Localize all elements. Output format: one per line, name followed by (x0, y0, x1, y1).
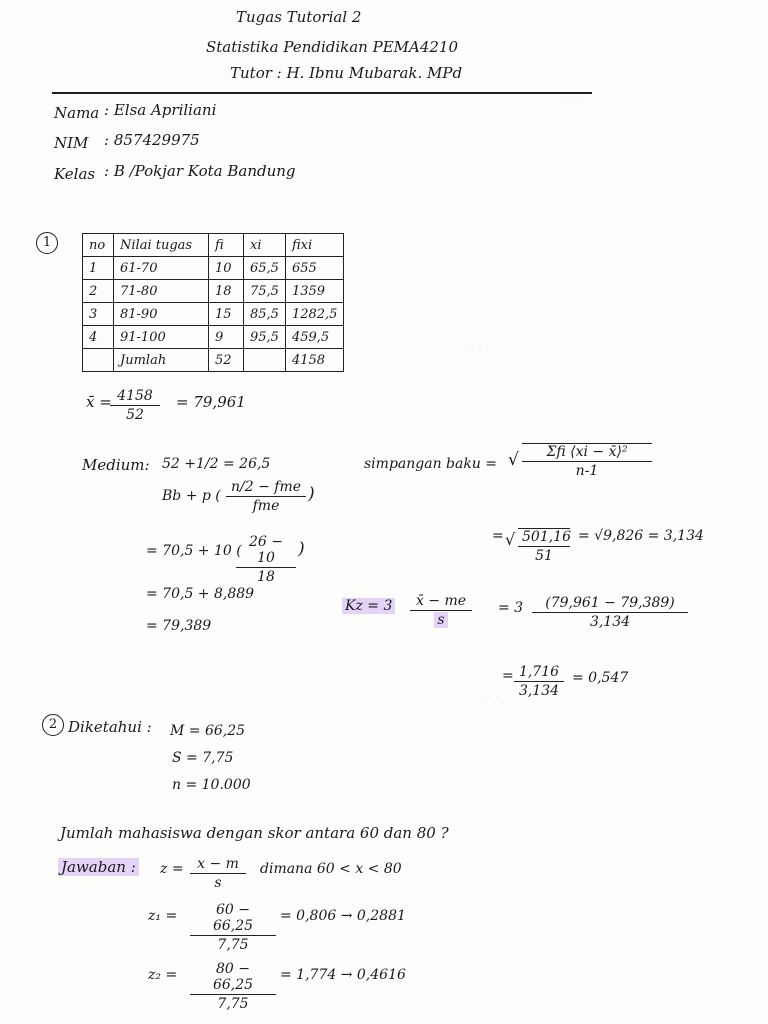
total-fixi: 4158 (285, 349, 344, 372)
std-dev-step-eq: = (492, 528, 504, 544)
cell-no: 4 (83, 326, 114, 349)
median-step-1-denominator: 18 (257, 569, 275, 585)
given-m: M = 66,25 (170, 723, 246, 739)
cell-nilai: 91-100 (114, 326, 209, 349)
column-header-fi: fi (209, 234, 244, 257)
table-header-row (83, 234, 344, 257)
median-step-1-fraction (236, 534, 296, 585)
z1-denominator: 7,75 (217, 937, 249, 953)
table-row (83, 326, 344, 349)
kz-result: = 0,547 (572, 670, 629, 686)
kz-eq: = (502, 668, 514, 684)
nama-label: Nama (54, 104, 100, 122)
z2-result: = 1,774 → 0,4616 (280, 967, 406, 983)
median-formula-fraction (226, 479, 306, 514)
std-dev-step-numerator: 501,16 (518, 528, 570, 547)
median-line-1: 52 +1/2 = 26,5 (162, 456, 271, 472)
cell-fi: 9 (209, 326, 244, 349)
z1-lhs: z₁ = (148, 908, 178, 924)
std-dev-step-fraction (518, 528, 570, 564)
cell-fixi: 655 (285, 257, 344, 280)
kz-denominator-highlighted: s (434, 612, 447, 628)
cell-xi: 65,5 (244, 257, 286, 280)
total-label: Jumlah (114, 349, 209, 372)
nim-value: : 857429975 (104, 131, 200, 149)
given-n: n = 10.000 (172, 777, 251, 793)
mean-lhs: x̄ = (86, 393, 112, 411)
kz-numerator-3: 1,716 (514, 664, 564, 682)
nim-label: NIM (54, 134, 89, 152)
frequency-table (82, 233, 344, 372)
question-1-number: 1 (36, 232, 58, 254)
z2-lhs: z₂ = (148, 967, 178, 983)
median-formula-prefix: Bb + p ( (162, 488, 221, 504)
cell-nilai: 61-70 (114, 257, 209, 280)
cell-fixi: 1359 (285, 280, 344, 303)
kz-label-highlighted: Kz = 3 (342, 598, 395, 614)
column-header-fixi: fixi (285, 234, 344, 257)
z1-fraction (190, 902, 276, 953)
jawaban-label-highlighted: Jawaban : (58, 858, 139, 876)
kz-fraction-2 (532, 595, 688, 630)
kelas-label: Kelas (54, 165, 96, 183)
radical-sign: √ (508, 450, 519, 470)
bleed-through-mark: · · · (480, 690, 500, 704)
z1-numerator: 60 − 66,25 (190, 902, 276, 936)
cell-fi: 10 (209, 257, 244, 280)
z2-fraction (190, 961, 276, 1012)
kz-numerator-2: (79,961 − 79,389) (532, 595, 688, 613)
std-dev-step-denominator: 51 (535, 548, 553, 564)
diketahui-label: Diketahui : (68, 718, 152, 736)
kz-fraction-3 (514, 664, 564, 699)
kz-denominator-3: 3,134 (518, 683, 560, 699)
median-formula-paren: ) (308, 484, 315, 504)
z-condition: dimana 60 < x < 80 (260, 861, 402, 877)
cell-no: 3 (83, 303, 114, 326)
cell-fi: 15 (209, 303, 244, 326)
bleed-through-mark: · · · (560, 95, 580, 109)
std-dev-numerator: Σfi ⟨xi − x̄⟩² (522, 443, 652, 462)
title-line-3: Tutor : H. Ibnu Mubarak. MPd (230, 64, 463, 82)
median-step-1-numerator: 26 − 10 (236, 534, 296, 568)
kz-denominator-2: 3,134 (589, 614, 631, 630)
cell-empty (83, 349, 114, 372)
cell-xi: 85,5 (244, 303, 286, 326)
title-line-2: Statistika Pendidikan PEMA4210 (206, 38, 459, 56)
std-dev-denominator: n-1 (575, 463, 599, 479)
radical-sign: √ (505, 530, 516, 549)
z-formula-denominator: s (214, 875, 222, 891)
z2-numerator: 80 − 66,25 (190, 961, 276, 995)
question-2-text: Jumlah mahasiswa dengan skor antara 60 dan 80 ? (60, 824, 449, 842)
table-total-row (83, 349, 344, 372)
z1-result: = 0,806 → 0,2881 (280, 908, 406, 924)
table-row (83, 303, 344, 326)
std-dev-fraction (522, 443, 652, 479)
header-divider (52, 92, 592, 94)
cell-empty (244, 349, 286, 372)
kz-fraction (410, 593, 472, 628)
cell-no: 2 (83, 280, 114, 303)
cell-fi: 18 (209, 280, 244, 303)
kz-mid: = 3 (498, 600, 524, 616)
cell-nilai: 71-80 (114, 280, 209, 303)
z-formula-numerator: x − m (190, 856, 246, 874)
kz-denominator (410, 611, 472, 628)
median-step-1-prefix: = 70,5 + 10 ( (146, 543, 242, 559)
std-dev-result: = √9,826 = 3,134 (578, 528, 704, 544)
nama-value: : Elsa Apriliani (104, 101, 217, 119)
cell-nilai: 81-90 (114, 303, 209, 326)
title-line-1: Tugas Tutorial 2 (236, 8, 362, 26)
given-s: S = 7,75 (172, 750, 234, 766)
median-formula-denominator: fme (252, 498, 280, 514)
kz-numerator: x̄ − me (410, 593, 472, 611)
median-formula-numerator: n/2 − fme (226, 479, 306, 497)
cell-fixi: 459,5 (285, 326, 344, 349)
column-header-xi: xi (244, 234, 286, 257)
std-dev-label: simpangan baku = (364, 456, 498, 472)
cell-fixi: 1282,5 (285, 303, 344, 326)
cell-xi: 95,5 (244, 326, 286, 349)
table-row (83, 280, 344, 303)
median-step-1-paren: ) (298, 539, 305, 559)
cell-no: 1 (83, 257, 114, 280)
z-formula-fraction (190, 856, 246, 891)
mean-numerator: 4158 (110, 388, 160, 406)
column-header-no: no (83, 234, 114, 257)
bleed-through-mark: · · · (470, 340, 490, 354)
kelas-value: : B /Pokjar Kota Bandung (104, 162, 296, 180)
mean-fraction (110, 388, 160, 423)
z-formula-lhs: z = (160, 861, 184, 877)
median-result: = 79,389 (146, 618, 212, 634)
cell-xi: 75,5 (244, 280, 286, 303)
mean-denominator: 52 (126, 407, 144, 423)
column-header-nilai: Nilai tugas (114, 234, 209, 257)
median-step-2: = 70,5 + 8,889 (146, 586, 255, 602)
z2-denominator: 7,75 (217, 996, 249, 1012)
total-fi: 52 (209, 349, 244, 372)
mean-result: = 79,961 (176, 393, 246, 411)
median-label: Medium: (82, 456, 150, 474)
question-2-number: 2 (42, 714, 64, 736)
table-row (83, 257, 344, 280)
